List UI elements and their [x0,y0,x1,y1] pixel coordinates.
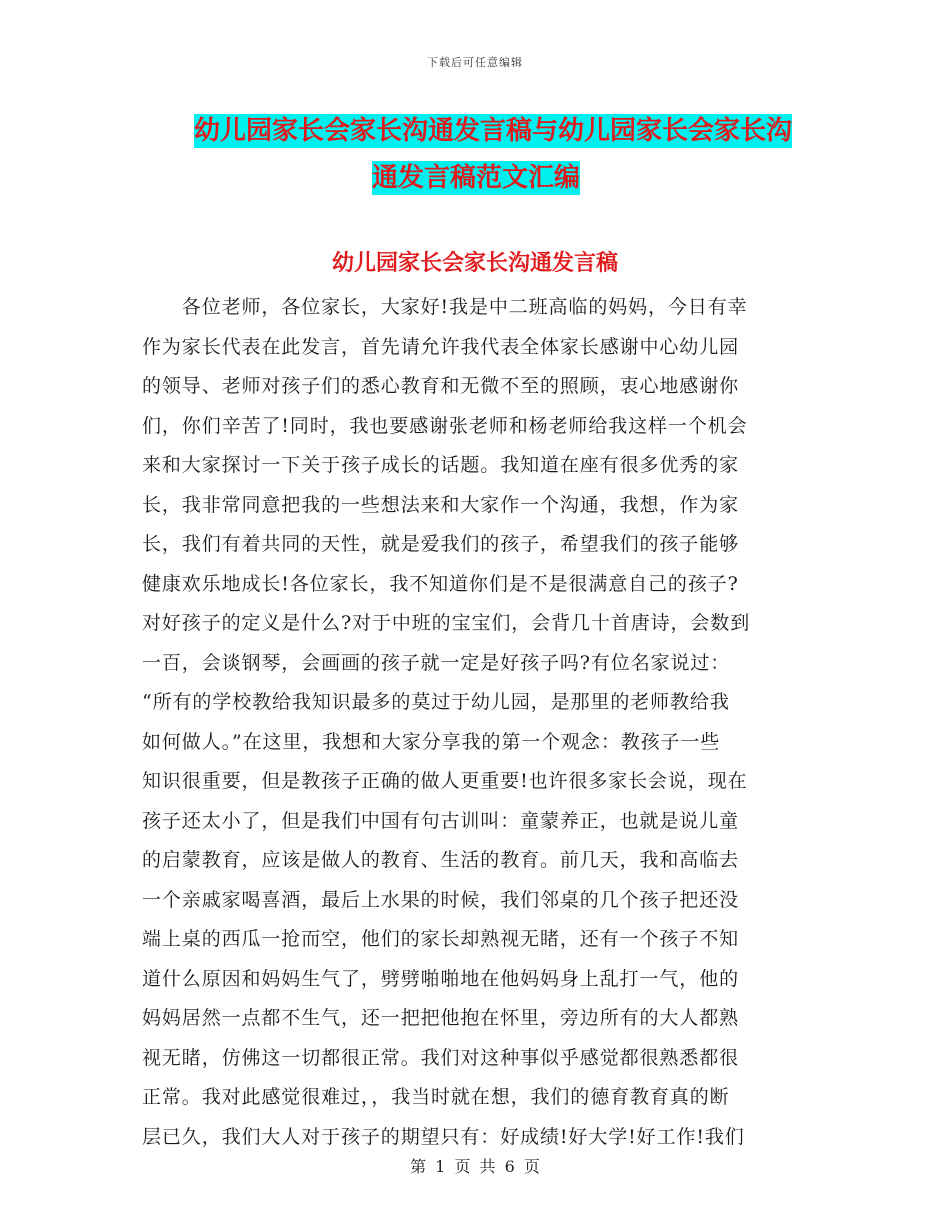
document-title-line-1-text: 幼儿园家长会家长沟通发言稿与幼儿园家长会家长沟 [194,116,793,146]
body-text [142,288,807,1157]
text-line: 知识很重要，但是教孩子正确的做人更重要!也许很多家长会说，现在 [142,770,748,792]
text-line: 一百，会谈钢琴，会画画的孩子就一定是好孩子吗?有位名家说过： [142,651,731,674]
text-line: 妈妈居然一点都不生气，还一把把他抱在怀里，旁边所有的大人都熟 [142,1007,740,1029]
text-line: 层已久，我们大人对于孩子的期望只有：好成绩!好大学!好工作!我们 [142,1125,745,1148]
text-line: 视无睹，仿佛这一切都很正常。我们对这种事似乎感觉都很熟悉都很 [142,1046,740,1069]
text-line: 如何做人。”在这里，我想和大家分享我的第一个观念：教孩子一些 [142,730,721,753]
text-line: 一个亲戚家喝喜酒，最后上水果的时候，我们邻桌的几个孩子把还没 [142,888,740,911]
section-title: 幼儿园家长会家长沟通发言稿 [331,251,618,276]
text-line: “所有的学校教给我知识最多的莫过于幼儿园，是那里的老师教给我 [142,691,730,713]
text-line: 们，你们辛苦了!同时，我也要感谢张老师和杨老师给我这样一个机会 [142,414,748,437]
text-line: 对好孩子的定义是什么?对于中班的宝宝们，会背几十首唐诗，会数到 [142,612,751,634]
text-line: 健康欢乐地成长!各位家长，我不知道你们是不是很满意自己的孩子? [142,572,739,595]
text-line: 的启蒙教育，应该是做人的教育、生活的教育。前几天，我和高临去 [142,849,740,871]
text-line: 孩子还太小了，但是我们中国有句古训叫：童蒙养正，也就是说儿童 [142,809,740,832]
text-line: 端上桌的西瓜一抢而空，他们的家长却熟视无睹，还有一个孩子不知 [142,928,740,950]
page-header: 下载后可任意编辑 [427,56,523,69]
page-number: 第 1 页 共 6 页 [410,1157,540,1176]
document-title [140,108,830,202]
text-line: 长，我们有着共同的天性，就是爱我们的孩子，希望我们的孩子能够 [142,533,740,555]
document-title-line-2-text: 通发言稿范文汇编 [371,163,580,193]
text-line: 作为家长代表在此发言，首先请允许我代表全体家长感谢中心幼儿园 [142,335,740,358]
text-line: 道什么原因和妈妈生气了，劈劈啪啪地在他妈妈身上乱打一气，他的 [142,967,740,990]
document-title-line-2 [140,155,830,202]
text-line: 长，我非常同意把我的一些想法来和大家作一个沟通，我想，作为家 [142,493,740,516]
text-line: 各位老师，各位家长，大家好!我是中二班高临的妈妈，今日有幸 [142,296,748,318]
text-line: 的领导、老师对孩子们的悉心教育和无微不至的照顾，衷心地感谢你 [142,375,740,397]
text-line: 来和大家探讨一下关于孩子成长的话题。我知道在座有很多优秀的家 [142,454,740,476]
document-title-line-1 [140,108,830,155]
text-line: 正常。我对此感觉很难过，，我当时就在想，我们的德育教育真的断 [142,1086,730,1108]
